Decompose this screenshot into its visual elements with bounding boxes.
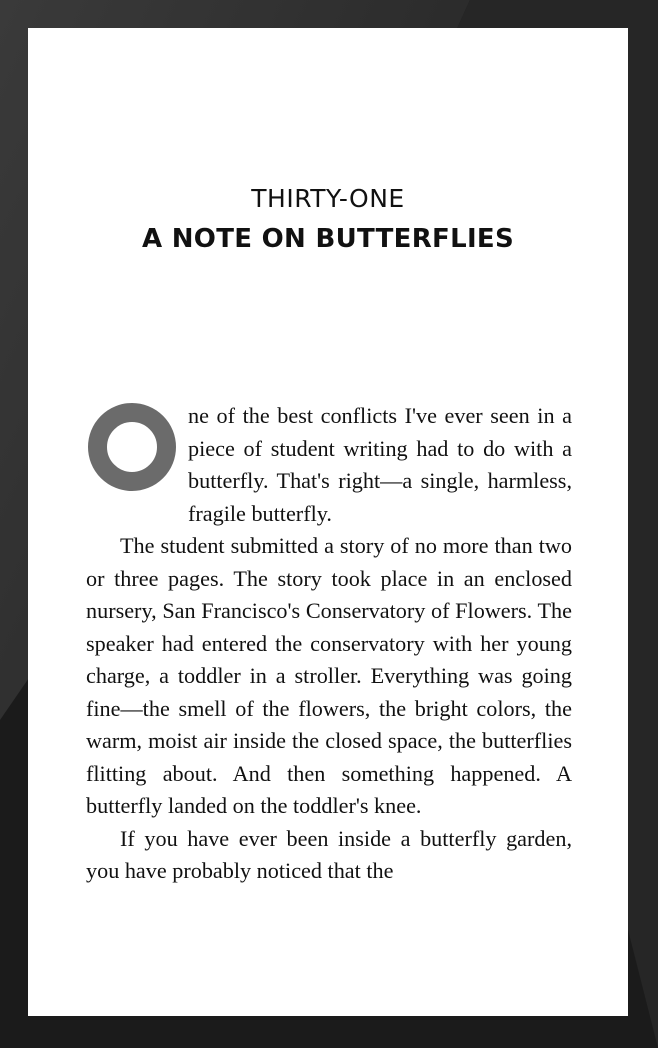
paragraph-1-text: ne of the best conflicts I've ever seen in a piece of student writing had to do with a butterfly. That's right—a single, harmless, fragile butterfly. — [188, 403, 572, 526]
chapter-title: A NOTE ON BUTTERFLIES — [141, 224, 515, 254]
drop-cap-o — [86, 403, 178, 499]
paragraph-2: The student submitted a story of no more than two or three pages. The story took place in an enclosed nursery, San Francisco's Conservatory of Flowers. The speaker had entered the conservatory with her young charge, a toddler in a stroller. Everything was going fine—the smell of the flowers, the bright colors, the warm, moist air inside the closed space, the butterflies flitting about. And then something happened. A butterfly landed on the toddler's knee. — [86, 533, 572, 818]
paragraph-1 — [86, 400, 572, 530]
book-page — [28, 28, 628, 1016]
chapter-body — [86, 400, 572, 888]
paragraph-3: If you have ever been inside a butterfly garden, you have probably noticed that the — [86, 825, 572, 883]
drop-cap-glyph — [88, 403, 176, 491]
chapter-number: THIRTY-ONE — [251, 184, 405, 213]
